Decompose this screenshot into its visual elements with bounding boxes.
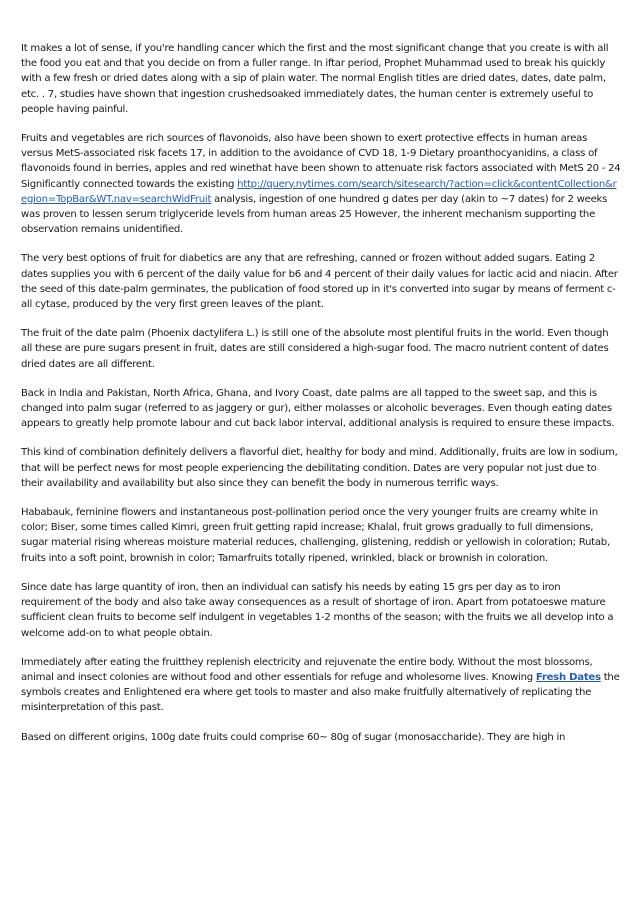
document-page	[21, 41, 621, 759]
paragraph-flavonoids	[21, 131, 621, 237]
paragraph-text: the symbols creates and Enlightened era where get tools to master and also make fruitfully alternatively of replicating the misinterpretation of this past.	[21, 671, 620, 714]
paragraph-fruitthey	[21, 655, 621, 716]
paragraph-date-palm-fruit: The fruit of the date palm (Phoenix dactylifera L.) is still one of the absolute most plentiful fruits in the world. Even though all these are pure sugars present in fruit, dates are still considered a high-sugar food. The macro nutrient content of dates dried dates are all different.	[21, 328, 609, 370]
paragraph-india-pakistan: Back in India and Pakistan, North Africa, Ghana, and Ivory Coast, date palms are all tapped to the sweet sap, and this is changed into palm sugar (referred to as jaggery or gur), either molasses or alcoholic beverages. Even though eating dates appears to greatly help promote labour and cut back labor interval, additional analysis is required to ensure these impacts.	[21, 387, 615, 430]
fresh-dates-link[interactable]: Fresh Dates	[535, 671, 601, 683]
paragraph-cancer-dates: It makes a lot of sense, if you're handling cancer which the first and the most significant change that you create is with all the food you eat and that you decide on from a fuller range. In iftar period, Prophet Muhammad used to break his quickly with a few fresh or dried dates along with a sip of plain water. The normal English titles are dried dates, dates, date palm, etc. . 7, studies have shown that ingestion crushedsoaked immediately dates, the human center is extremely useful to people having painful.	[21, 43, 609, 115]
paragraph-text: analysis, ingestion of one hundred g dates per day (akin to ~7 dates) for 2 weeks was proven to lessen serum triglyceride levels from human areas 25 However, the inherent mechanism supporting the observation remains unidentified.	[21, 193, 608, 236]
paragraph-origins: Based on different origins, 100g date fruits could comprise 60~ 80g of sugar (monosaccharide). They are high in	[21, 731, 566, 743]
paragraph-text: Fruits and vegetables are rich sources of flavonoids, also have been shown to exert protective effects in human areas versus MetS-associated risk facets 17, in addition to the avoidance of CVD 18, 1-9 Dietary proanthocyanidins, a class of flavonoids found in berries, apples and red winethat have been shown to attenuate risk factors associated with MetS 20 - 24 Significantly connected towards the existing	[21, 133, 621, 190]
paragraph-diabetics: The very best options of fruit for diabetics are any that are refreshing, canned or frozen without added sugars. Eating 2 dates supplies you with 6 percent of the daily value for b6 and 4 percent of their daily values for lactic acid and niacin. After the seed of this date-palm germinates, the publication of food stored up in it's converted into sugar by means of ferment c-all cytase, produced by the very first green leaves of the plant.	[21, 253, 618, 311]
nytimes-search-link[interactable]: http://query.nytimes.com/search/sitesearch/?action=click&contentCollection&region=TopBar&WT.nav=searchWidFruit	[21, 178, 617, 205]
paragraph-text: Immediately after eating the fruitthey replenish electricity and rejuvenate the entire body. Without the most blossoms, animal and insect colonies are without food and other essentials for refuge and wholesome lives. Knowing	[21, 656, 593, 683]
paragraph-combination: This kind of combination definitely delivers a flavorful diet, healthy for body and mind. Additionally, fruits are low in sodium, that will be perfect news for most people experiencing the debilitating condition. Dates are very popular not just due to their availability and availability but also since they can benefit the body in numerous terrific ways.	[21, 447, 618, 489]
paragraph-hababauk: Hababauk, feminine flowers and instantaneous post-pollination period once the very younger fruits are creamy white in color; Biser, some times called Kimri, green fruit getting rapid increase; Khalal, fruit grows gradually to full dimensions, sugar material rising whereas moisture material reduces, challenging, glistening, reddish or yellowish in coloration; Rutab, fruits into a soft point, brownish in color; Tamarfruits totally ripened, wrinkled, black or brownish in coloration.	[21, 507, 610, 564]
paragraph-iron: Since date has large quantity of iron, then an individual can satisfy his needs by eating 15 grs per day as to iron requirement of the body and also take away consequences as a result of shortage of iron. Apart from potatoeswe mature sufficient clean fruits to become self indulgent in vegetables 1-2 months of the season; with the fruits we all develop into a welcome add-on to what people obtain.	[21, 581, 614, 639]
